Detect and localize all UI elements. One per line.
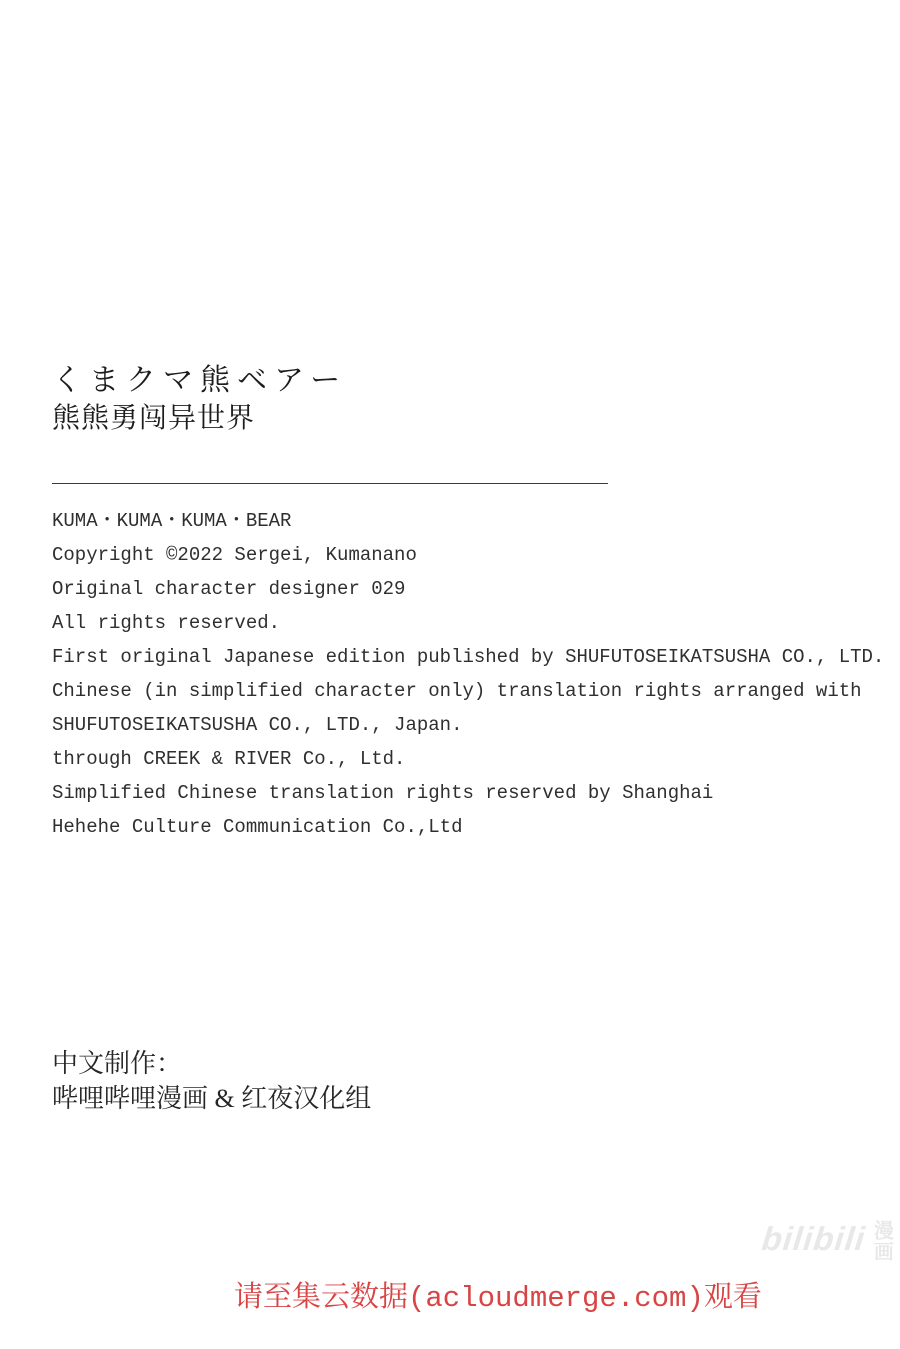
bilibili-manga-label: 漫画 [870, 1220, 893, 1262]
copyright-notice [52, 504, 892, 844]
divider-line [52, 483, 608, 484]
copyright-line: Original character designer 029 [52, 578, 406, 600]
piracy-notice: 请至集云数据(acloudmerge.com)观看 [234, 1282, 762, 1315]
series-title-block [52, 360, 347, 436]
copyright-line: All rights reserved. [52, 612, 281, 634]
chinese-production-groups: 哔哩哔哩漫画 & 红夜汉化组 [52, 1084, 372, 1113]
series-title-japanese: くまクマ熊ベアー [52, 364, 348, 397]
copyright-line: First original Japanese edition published by SHUFUTOSEIKATSUSHA CO., LTD. [52, 646, 885, 668]
copyright-line: through CREEK & RIVER Co., Ltd. [52, 748, 406, 770]
series-title-chinese: 熊熊勇闯异世界 [52, 403, 256, 434]
chinese-production-block [52, 1046, 371, 1116]
copyright-line: Chinese (in simplified character only) translation rights arranged with [52, 680, 862, 702]
copyright-line: KUMA・KUMA・KUMA・BEAR [52, 510, 292, 532]
copyright-line: Copyright ©2022 Sergei, Kumanano [52, 544, 417, 566]
bilibili-logo-text: bilibili [760, 1220, 868, 1257]
bilibili-watermark [762, 1216, 891, 1262]
copyright-line: Hehehe Culture Communication Co.,Ltd [52, 816, 463, 838]
chinese-production-label: 中文制作： [52, 1049, 183, 1078]
copyright-line: Simplified Chinese translation rights reserved by Shanghai [52, 782, 714, 804]
copyright-line: SHUFUTOSEIKATSUSHA CO., LTD., Japan. [52, 714, 463, 736]
